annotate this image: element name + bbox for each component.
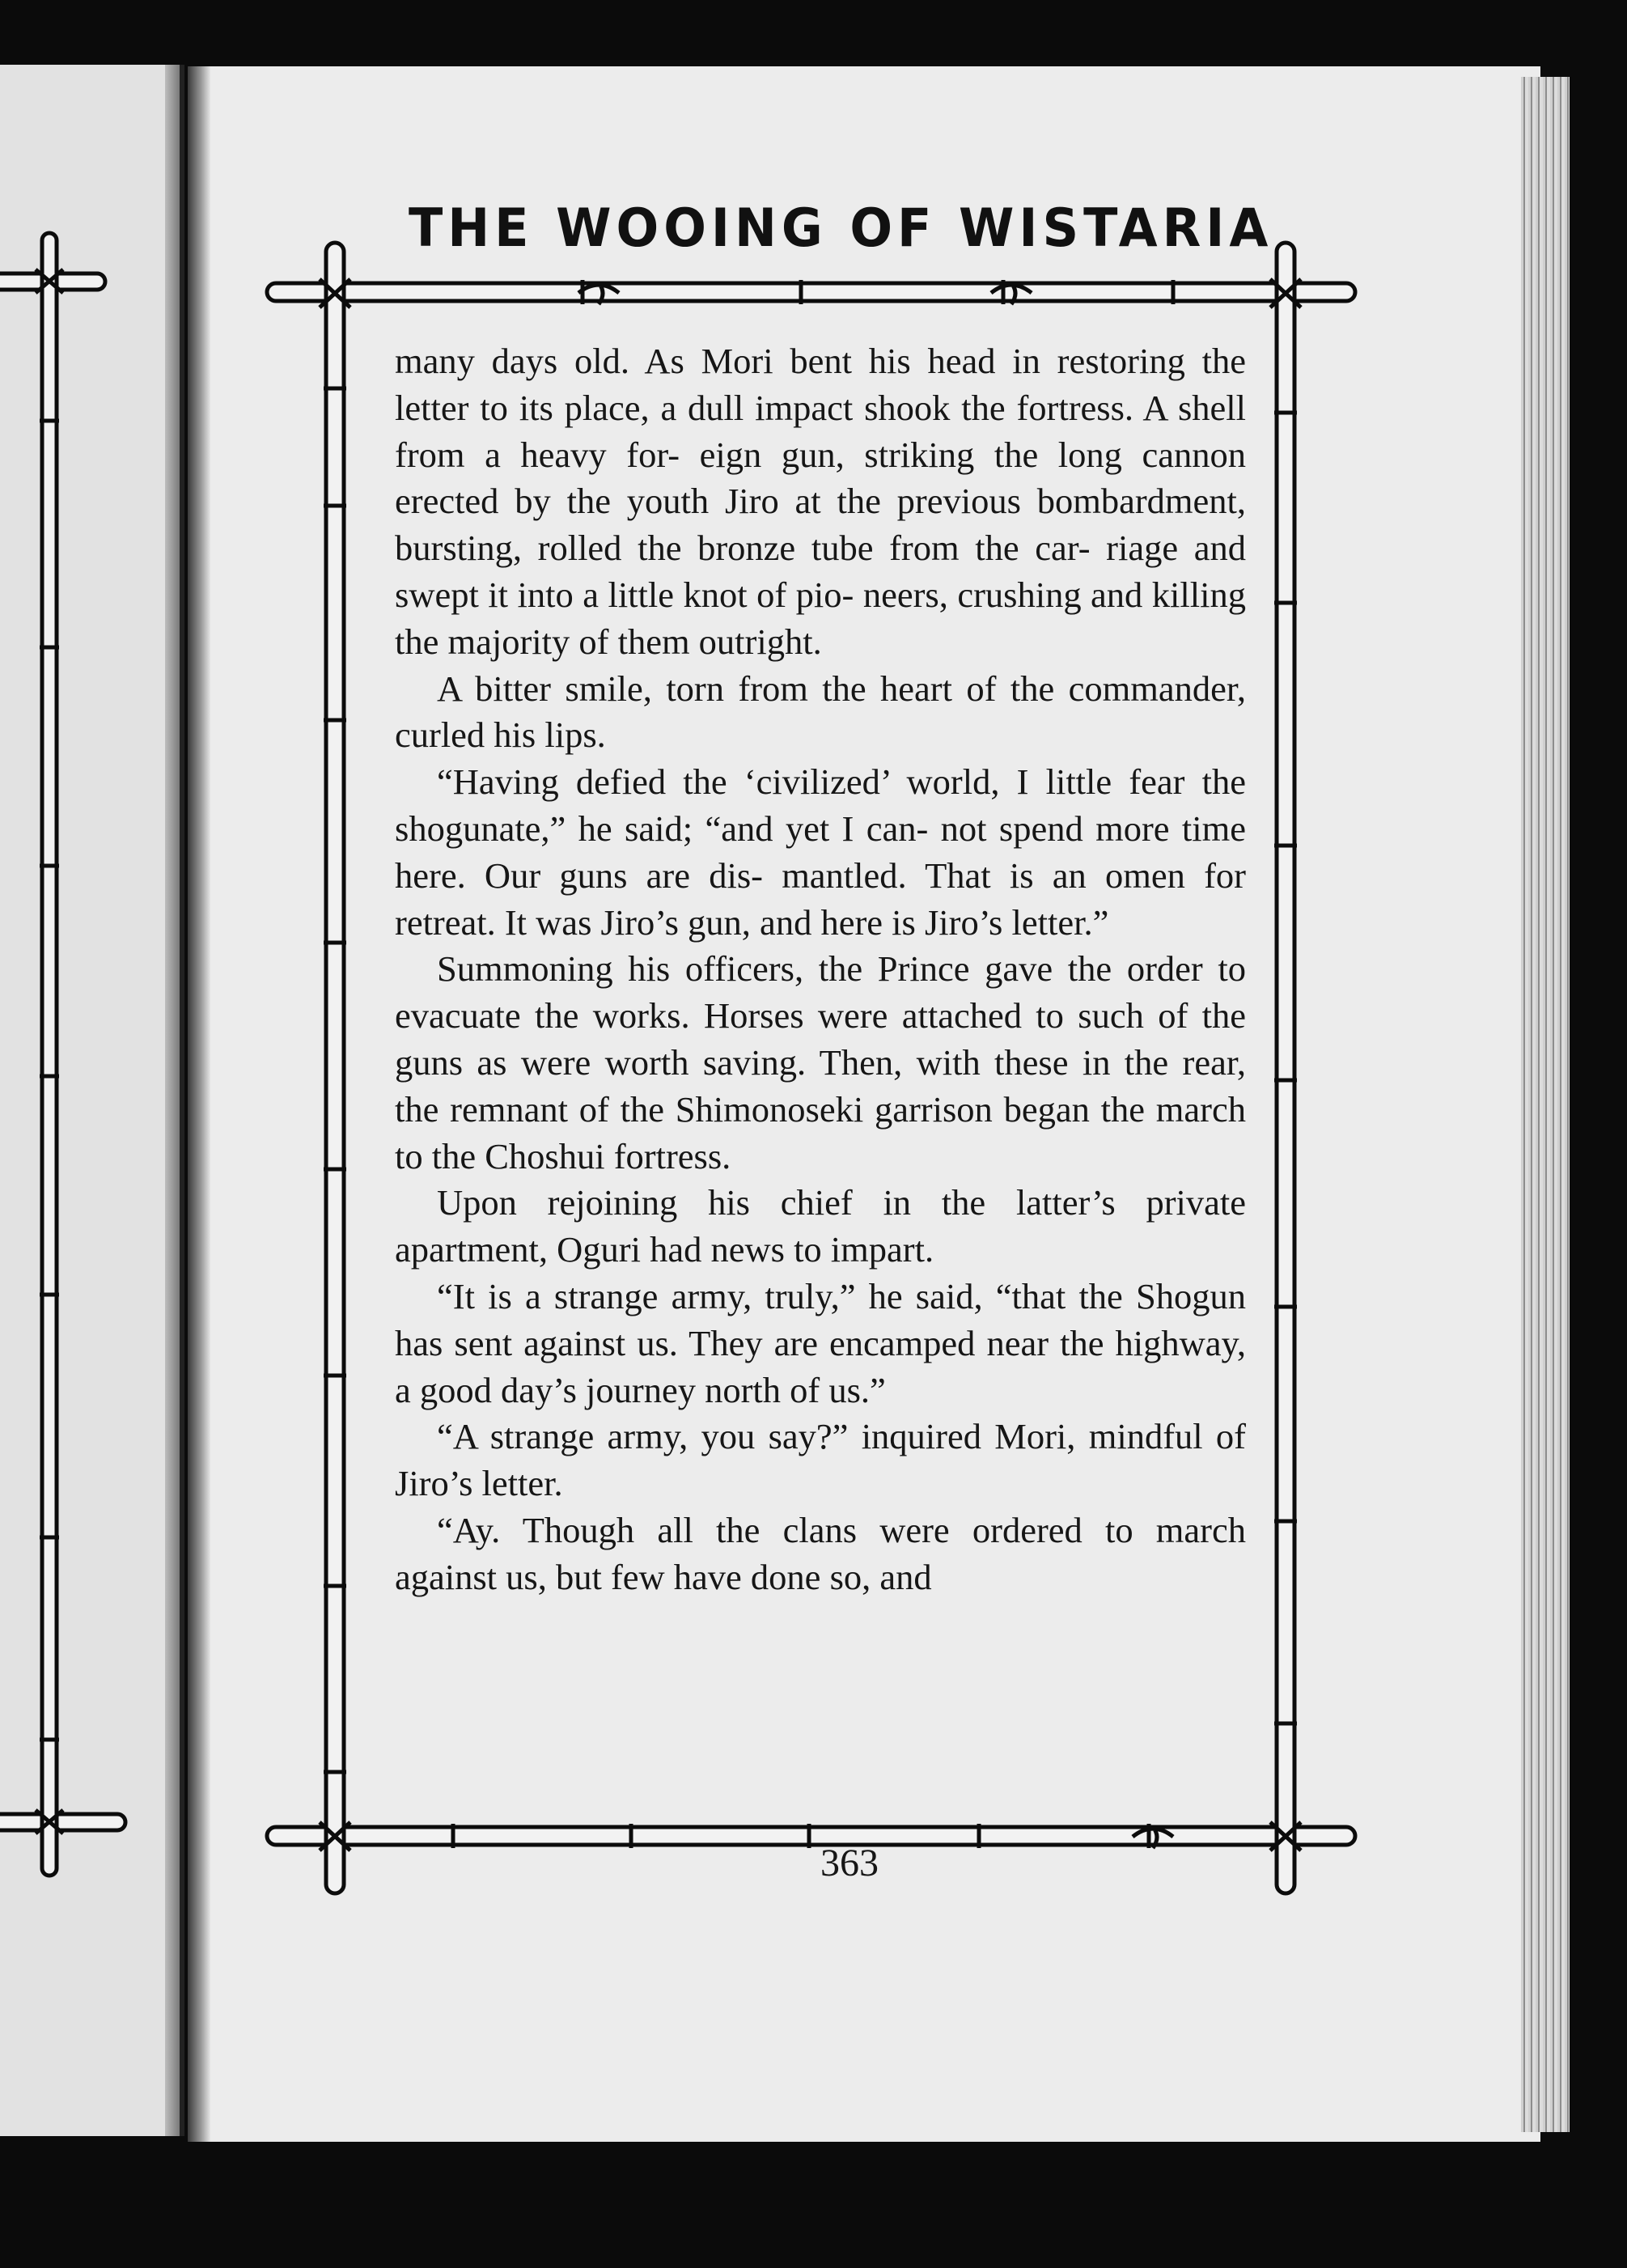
paragraph: A bitter smile, torn from the heart of the commander, curled his lips. <box>395 668 1246 756</box>
paragraph: Upon rejoining his chief in the latter’s private apartment, Oguri had news to impart. <box>395 1182 1246 1270</box>
paragraph: “Ay. Though all the clans were ordered to march against us, but few have done so, and <box>395 1509 1246 1597</box>
paragraph: “It is a strange army, truly,” he said, “that the Shogun has sent against us. They are encamped near the highway, a good day’s journey north of us.” <box>395 1275 1246 1410</box>
running-head: THE WOOING OF WISTARIA <box>409 197 1273 259</box>
page-number: 363 <box>820 1842 879 1884</box>
paragraph: “Having defied the ‘civilized’ world, I little fear the shogunate,” he said; “and yet I can- not spend more time here. Our guns are dis- mantled. That is an omen for retreat. It was Jiro’s gun, and here is Jiro’s letter.” <box>395 761 1246 943</box>
paragraph: many days old. As Mori bent his head in restoring the letter to its place, a dull impact shook the fortress. A shell from a heavy for- eign gun, striking the long cannon erected by the youth Jiro at the previous bombardment, bursting, rolled the bronze tube from the car- riage and swept it into a little knot of pio- neers, crushing and killing the majority of them outright. <box>395 341 1246 662</box>
page-body <box>395 338 1246 1601</box>
paragraph: “A strange army, you say?” inquired Mori, mindful of Jiro’s letter. <box>395 1416 1246 1504</box>
paragraph: Summoning his officers, the Prince gave the order to evacuate the works. Horses were attached to such of the guns as were worth saving. Then, with these in the rear, the remnant of the Shimonoseki garrison began the march to the Choshui fortress. <box>395 948 1246 1176</box>
